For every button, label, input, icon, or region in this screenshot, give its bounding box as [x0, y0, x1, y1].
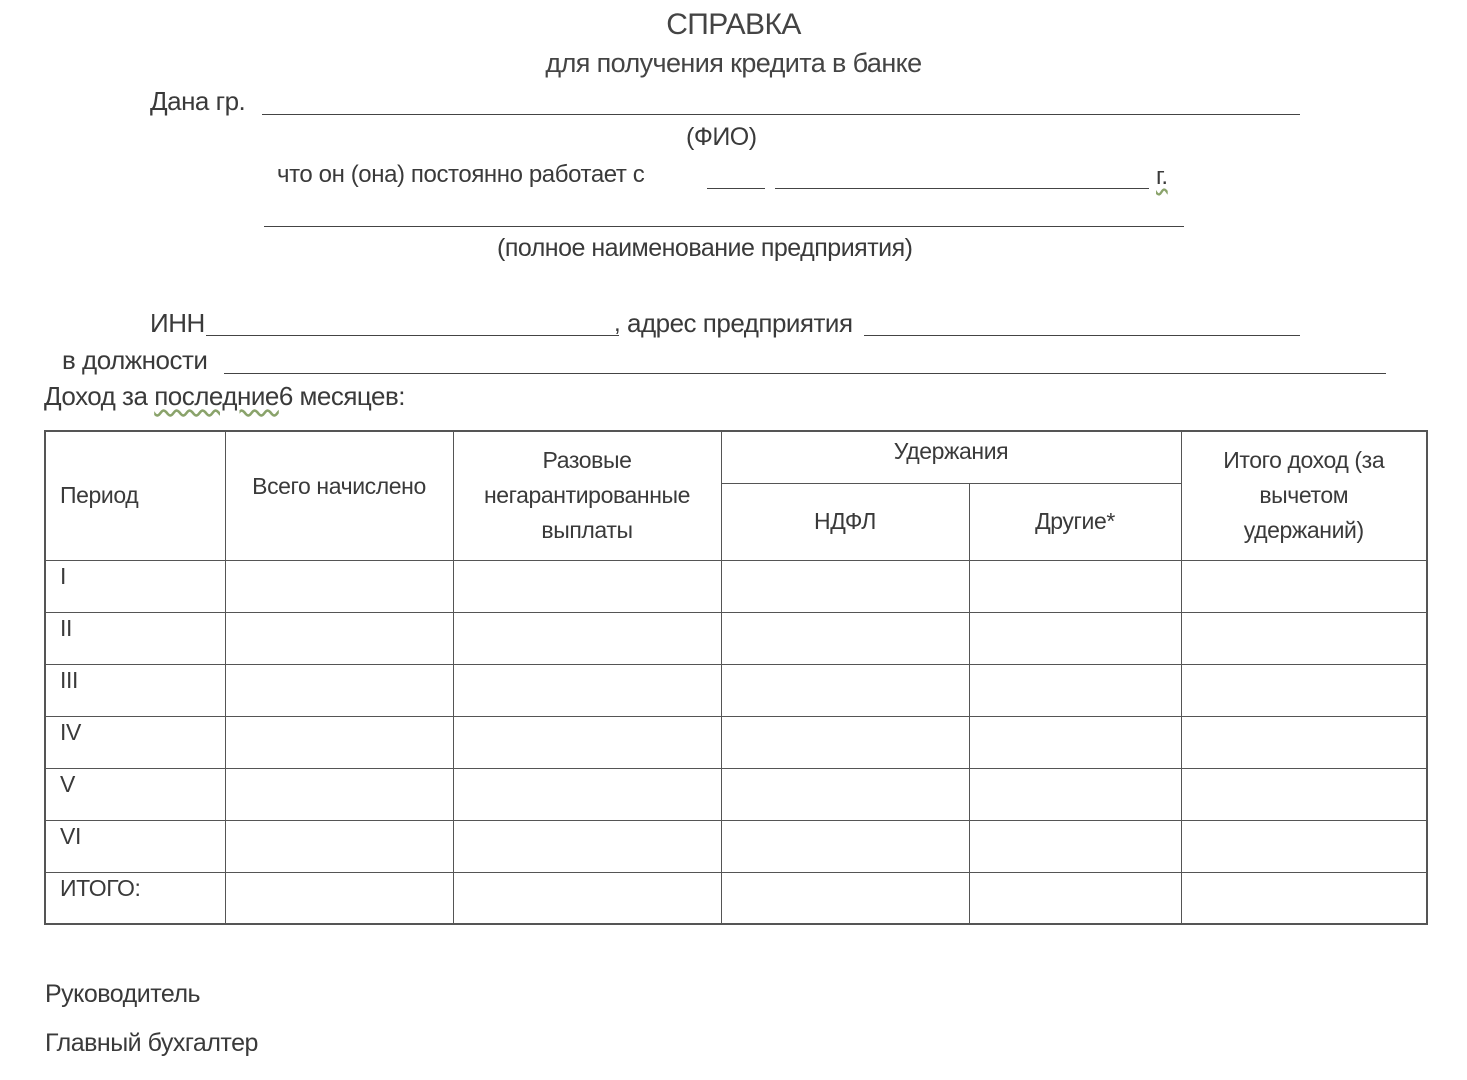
total-accrued-cell[interactable] — [225, 872, 453, 924]
header-one-time-line1: Разовые — [542, 447, 632, 474]
table-body — [45, 560, 1427, 924]
ndfl-cell[interactable] — [721, 664, 969, 716]
other-cell[interactable] — [969, 872, 1181, 924]
one-time-cell[interactable] — [453, 560, 721, 612]
ndfl-cell[interactable] — [721, 612, 969, 664]
header-deductions: Удержания — [721, 431, 1181, 483]
total-income-cell[interactable] — [1181, 820, 1427, 872]
income-table — [44, 430, 1428, 925]
income-label-underlined: последние — [154, 381, 279, 411]
inn-label: ИНН — [150, 308, 205, 338]
ndfl-cell[interactable] — [721, 820, 969, 872]
ndfl-cell[interactable] — [721, 716, 969, 768]
header-total-income-line1: Итого доход (за — [1223, 447, 1385, 474]
other-cell[interactable] — [969, 820, 1181, 872]
position-field[interactable] — [224, 347, 1386, 374]
table-row — [45, 664, 1427, 716]
total-accrued-cell[interactable] — [225, 560, 453, 612]
income-label-prefix: Доход за — [44, 381, 148, 411]
inn-field[interactable] — [206, 310, 619, 336]
header-total-accrued: Всего начислено — [225, 431, 453, 560]
signature-head: Руководитель — [45, 980, 201, 1008]
company-caption: (полное наименование предприятия) — [497, 234, 913, 262]
start-month-field[interactable] — [775, 164, 1149, 189]
address-label: адрес предприятия — [627, 308, 853, 338]
other-cell[interactable] — [969, 560, 1181, 612]
ndfl-cell[interactable] — [721, 768, 969, 820]
one-time-cell[interactable] — [453, 820, 721, 872]
income-label — [44, 381, 405, 412]
company-name-field[interactable] — [264, 200, 1184, 227]
fio-caption: (ФИО) — [686, 123, 757, 151]
period-cell: I — [45, 560, 225, 612]
ndfl-cell[interactable] — [721, 560, 969, 612]
ndfl-cell[interactable] — [721, 872, 969, 924]
total-accrued-cell[interactable] — [225, 768, 453, 820]
total-income-cell[interactable] — [1181, 612, 1427, 664]
table-row — [45, 716, 1427, 768]
document-title: СПРАВКА — [666, 8, 801, 41]
other-cell[interactable] — [969, 664, 1181, 716]
start-day-field[interactable] — [707, 164, 765, 189]
position-label: в должности — [62, 345, 208, 375]
header-other: Другие* — [969, 483, 1181, 560]
total-income-cell[interactable] — [1181, 716, 1427, 768]
one-time-cell[interactable] — [453, 768, 721, 820]
other-cell[interactable] — [969, 716, 1181, 768]
total-accrued-cell[interactable] — [225, 820, 453, 872]
period-cell: VI — [45, 820, 225, 872]
header-total-income — [1181, 431, 1427, 560]
signature-chief-accountant: Главный бухгалтер — [45, 1029, 258, 1057]
fio-field[interactable] — [262, 88, 1300, 115]
header-total-income-line3: удержаний) — [1243, 517, 1364, 544]
total-income-cell[interactable] — [1181, 872, 1427, 924]
total-accrued-cell[interactable] — [225, 716, 453, 768]
table-total-row — [45, 872, 1427, 924]
header-ndfl: НДФЛ — [721, 483, 969, 560]
table-row — [45, 768, 1427, 820]
period-cell: III — [45, 664, 225, 716]
period-cell-total: ИТОГО: — [45, 872, 225, 924]
year-suffix: г. — [1156, 163, 1168, 190]
total-income-cell[interactable] — [1181, 768, 1427, 820]
header-total-income-line2: вычетом — [1259, 482, 1349, 509]
one-time-cell[interactable] — [453, 612, 721, 664]
total-income-cell[interactable] — [1181, 664, 1427, 716]
total-income-cell[interactable] — [1181, 560, 1427, 612]
one-time-cell[interactable] — [453, 664, 721, 716]
period-cell: II — [45, 612, 225, 664]
table-header-row — [45, 431, 1427, 483]
works-since-label: что он (она) постоянно работает с — [277, 161, 645, 188]
address-label-prefix: , — [614, 310, 621, 337]
document-subtitle: для получения кредита в банке — [545, 48, 922, 78]
total-accrued-cell[interactable] — [225, 664, 453, 716]
table-row — [45, 820, 1427, 872]
table-row — [45, 612, 1427, 664]
income-label-suffix: 6 месяцев: — [278, 381, 406, 411]
other-cell[interactable] — [969, 768, 1181, 820]
given-label: Дана гр. — [150, 86, 246, 116]
header-one-time-line3: выплаты — [541, 517, 633, 544]
period-cell: IV — [45, 716, 225, 768]
one-time-cell[interactable] — [453, 872, 721, 924]
one-time-cell[interactable] — [453, 716, 721, 768]
table-row — [45, 560, 1427, 612]
header-period: Период — [45, 431, 225, 560]
header-one-time-payments — [453, 431, 721, 560]
address-field[interactable] — [864, 310, 1300, 336]
other-cell[interactable] — [969, 612, 1181, 664]
header-one-time-line2: негарантированные — [483, 482, 691, 509]
period-cell: V — [45, 768, 225, 820]
total-accrued-cell[interactable] — [225, 612, 453, 664]
